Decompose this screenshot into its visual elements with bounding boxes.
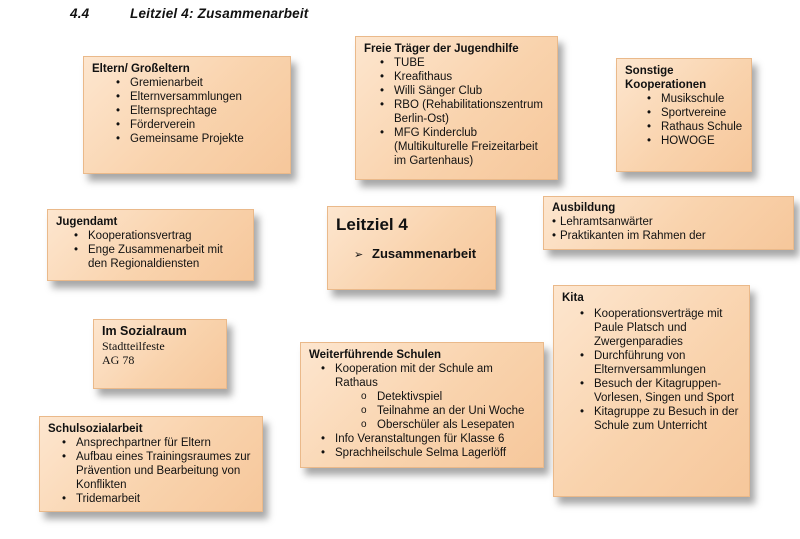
eltern-list — [92, 76, 282, 146]
schulsozial-box — [39, 416, 263, 512]
center-item — [336, 246, 487, 263]
kita-box — [553, 285, 750, 497]
sub-list-item: o Oberschüler als Lesepaten — [357, 418, 535, 432]
sozialraum-box — [93, 319, 227, 389]
list-item: • Förderverein — [112, 118, 282, 132]
schulen-title: Weiterführende Schulen — [309, 349, 442, 361]
sozialraum-line: Stadtteilfeste — [102, 339, 165, 353]
schulen-list — [309, 362, 535, 460]
kita-list — [562, 307, 741, 433]
list-item: • HOWOGE — [643, 134, 743, 148]
section-title: Leitziel 4: Zusammenarbeit — [130, 6, 309, 21]
list-item: • Gemeinsame Projekte — [112, 132, 282, 146]
traeger-title: Freie Träger der Jugendhilfe — [364, 43, 519, 55]
list-item — [317, 362, 535, 432]
list-item: • Info Veranstaltungen für Klasse 6 — [317, 432, 535, 446]
eltern-title: Eltern/ Großeltern — [92, 63, 190, 75]
jugendamt-box — [47, 209, 254, 281]
center-box — [327, 206, 496, 290]
center-item-label: Zusammenarbeit — [372, 246, 477, 261]
list-item: • RBO (Rehabilitationszentrum Berlin-Ost) — [376, 98, 549, 126]
sub-list-item: o Teilnahme an der Uni Woche — [357, 404, 535, 418]
list-item: • TUBE — [376, 56, 549, 70]
sub-list-item: o Detektivspiel — [357, 390, 535, 404]
list-item: • Besuch der Kitagruppen-Vorlesen, Singen und Sport — [576, 377, 741, 405]
list-item: • Elternversammlungen — [112, 90, 282, 104]
schulsozial-title: Schulsozialarbeit — [48, 423, 143, 435]
list-item: • Kooperationsverträge mit Paule Platsch und Zwergenparadies — [576, 307, 741, 349]
section-heading — [70, 6, 309, 21]
kita-title: Kita — [562, 292, 584, 304]
sonstige-box — [616, 58, 752, 172]
schulsozial-list — [48, 436, 254, 506]
list-item: • Tridemarbeit — [58, 492, 254, 506]
list-item: • Lehramtsanwärter — [552, 215, 785, 229]
list-item: • Praktikanten im Rahmen der — [552, 229, 785, 243]
ausbildung-box — [543, 196, 794, 250]
jugendamt-title: Jugendamt — [56, 216, 118, 228]
list-item: • Rathaus Schule — [643, 120, 743, 134]
list-item: • Enge Zusammenarbeit mit den Regionaldiensten — [70, 243, 245, 271]
sozialraum-line: AG 78 — [102, 353, 135, 367]
list-item: • Ansprechpartner für Eltern — [58, 436, 254, 450]
list-item: • Kitagruppe zu Besuch in der Schule zum Unterricht — [576, 405, 741, 433]
ausbildung-list — [552, 215, 785, 243]
schulen-sublist — [335, 390, 535, 432]
list-item: • Sprachheilschule Selma Lagerlöff — [317, 446, 535, 460]
list-item: • Willi Sänger Club — [376, 84, 549, 98]
schulen-item-label: Kooperation mit der Schule am Rathaus — [335, 363, 493, 389]
list-item: • Musikschule — [643, 92, 743, 106]
section-number: 4.4 — [70, 6, 90, 21]
list-item: • Kreafithaus — [376, 70, 549, 84]
list-item: • Durchführung von Elternversammlungen — [576, 349, 741, 377]
sozialraum-title: Im Sozialraum — [102, 324, 187, 338]
jugendamt-list — [56, 229, 245, 271]
list-item: • Elternsprechtage — [112, 104, 282, 118]
sonstige-list — [625, 92, 743, 148]
center-title: Leitziel 4 — [336, 215, 408, 234]
list-item: • MFG Kinderclub (Multikulturelle Freizeitarbeit im Gartenhaus) — [376, 126, 549, 168]
schulen-box — [300, 342, 544, 468]
ausbildung-title: Ausbildung — [552, 202, 616, 214]
eltern-box — [83, 56, 291, 174]
list-item: • Kooperationsvertrag — [70, 229, 245, 243]
arrow-bullet-icon: ➢ — [354, 248, 364, 261]
sonstige-title: Sonstige Kooperationen — [625, 65, 707, 91]
traeger-box — [355, 36, 558, 180]
list-item: • Sportvereine — [643, 106, 743, 120]
list-item: • Aufbau eines Trainingsraumes zur Prävention und Bearbeitung von Konflikten — [58, 450, 254, 492]
list-item: • Gremienarbeit — [112, 76, 282, 90]
traeger-list — [364, 56, 549, 168]
